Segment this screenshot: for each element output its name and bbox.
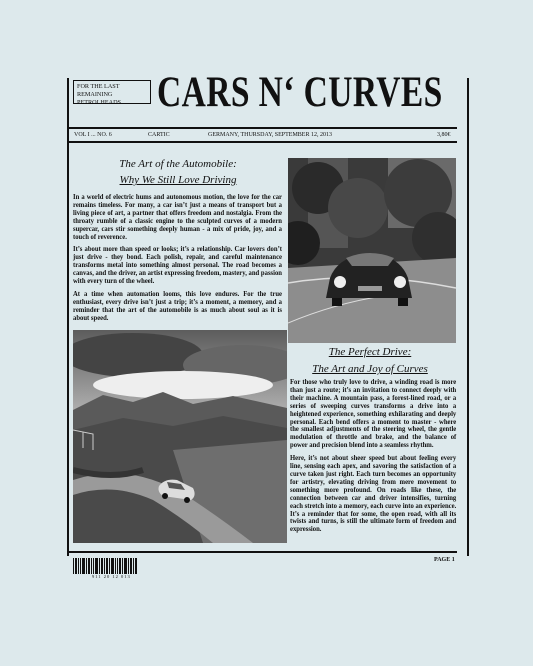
page-number: PAGE 1: [434, 557, 455, 563]
section-name: CARTIC: [148, 132, 170, 138]
volume-number: VOL I ... NO. 6: [74, 132, 112, 138]
barcode-number: 911 20 12 013: [92, 574, 131, 579]
barcode-icon: [73, 558, 137, 574]
article2-paragraph: For those who truly love to drive, a winding road is more than just a route; it’s an invitation to connect deeply with their machine. A mountain pass, a forest-lined road, or a series of sweeping curves transforms a drive into a heightened experience, something exhilarating and deeply personal. Each bend offers a moment to master - where the smallest adjustments of the steering wheel, the gentle modulation of throttle and brake, and the balance of power and precision blend into a seamless rhythm.: [290, 378, 457, 450]
article1-subtitle: Why We Still Love Driving: [119, 174, 237, 186]
article1-title: The Art of the Automobile:: [119, 158, 237, 170]
right-border: [467, 78, 469, 556]
article2-body: [290, 379, 456, 539]
mountain-road-photo: [73, 330, 287, 543]
article2-headline: [290, 344, 450, 378]
dateline: GERMANY, THURSDAY, SEPTEMBER 12, 2013: [208, 132, 332, 138]
masthead-title: CARS N‘ CURVES: [157, 69, 443, 116]
header-rule-top: [67, 127, 457, 129]
article1-body: [73, 194, 282, 328]
article1-headline: [73, 156, 283, 188]
header-rule-bottom: [67, 141, 457, 143]
article1-paragraph: At a time when automation looms, this love endures. For the true enthusiast, every drive isn’t just a trip; it’s a moment, a memory, and a reminder that the art of the automobile is as much about soul as it is about speed.: [73, 289, 282, 322]
tagline-box: FOR THE LAST REMAINING PETROLHEADS: [73, 80, 151, 104]
footer-rule: [67, 551, 457, 553]
price: 3,80€: [437, 132, 451, 138]
article2-subtitle: The Art and Joy of Curves: [312, 363, 428, 375]
left-border: [67, 78, 69, 556]
article1-paragraph: In a world of electric hums and autonomous motion, the love for the car remains timeless. For many, a car isn’t just a means of transport but a living piece of art, a partner that offers freedom and nostalgia. From the throaty rumble of a classic engine to the sculpted curves of a modern supercar, cars stir something deeply human - a mix of pride, joy, and a touch of reverence.: [73, 193, 282, 241]
car-forest-road-photo: [288, 158, 456, 343]
article1-paragraph: It’s about more than speed or looks; it’s a relationship. Car lovers don’t just drive - they bond. Each polish, repair, and careful maintenance transforms metal into something almost personal. The road becomes a canvas, and the driver, an artist expressing freedom, mastery, and passion with every turn of the wheel.: [73, 245, 282, 286]
article2-title: The Perfect Drive:: [328, 346, 412, 358]
article2-paragraph: Here, it’s not about sheer speed but about feeling every line, sensing each apex, and savoring the satisfaction of a curve taken just right. Each turn becomes an opportunity for artistry, elevating driving from mere movement to something more profound. On roads like these, the connection between car and driver intensifies, turning each stretch into a memory, each curve into an experience. It’s a reminder that for some, the open road, with all its twists and turns, is still the ultimate form of freedom and expression.: [290, 454, 457, 534]
